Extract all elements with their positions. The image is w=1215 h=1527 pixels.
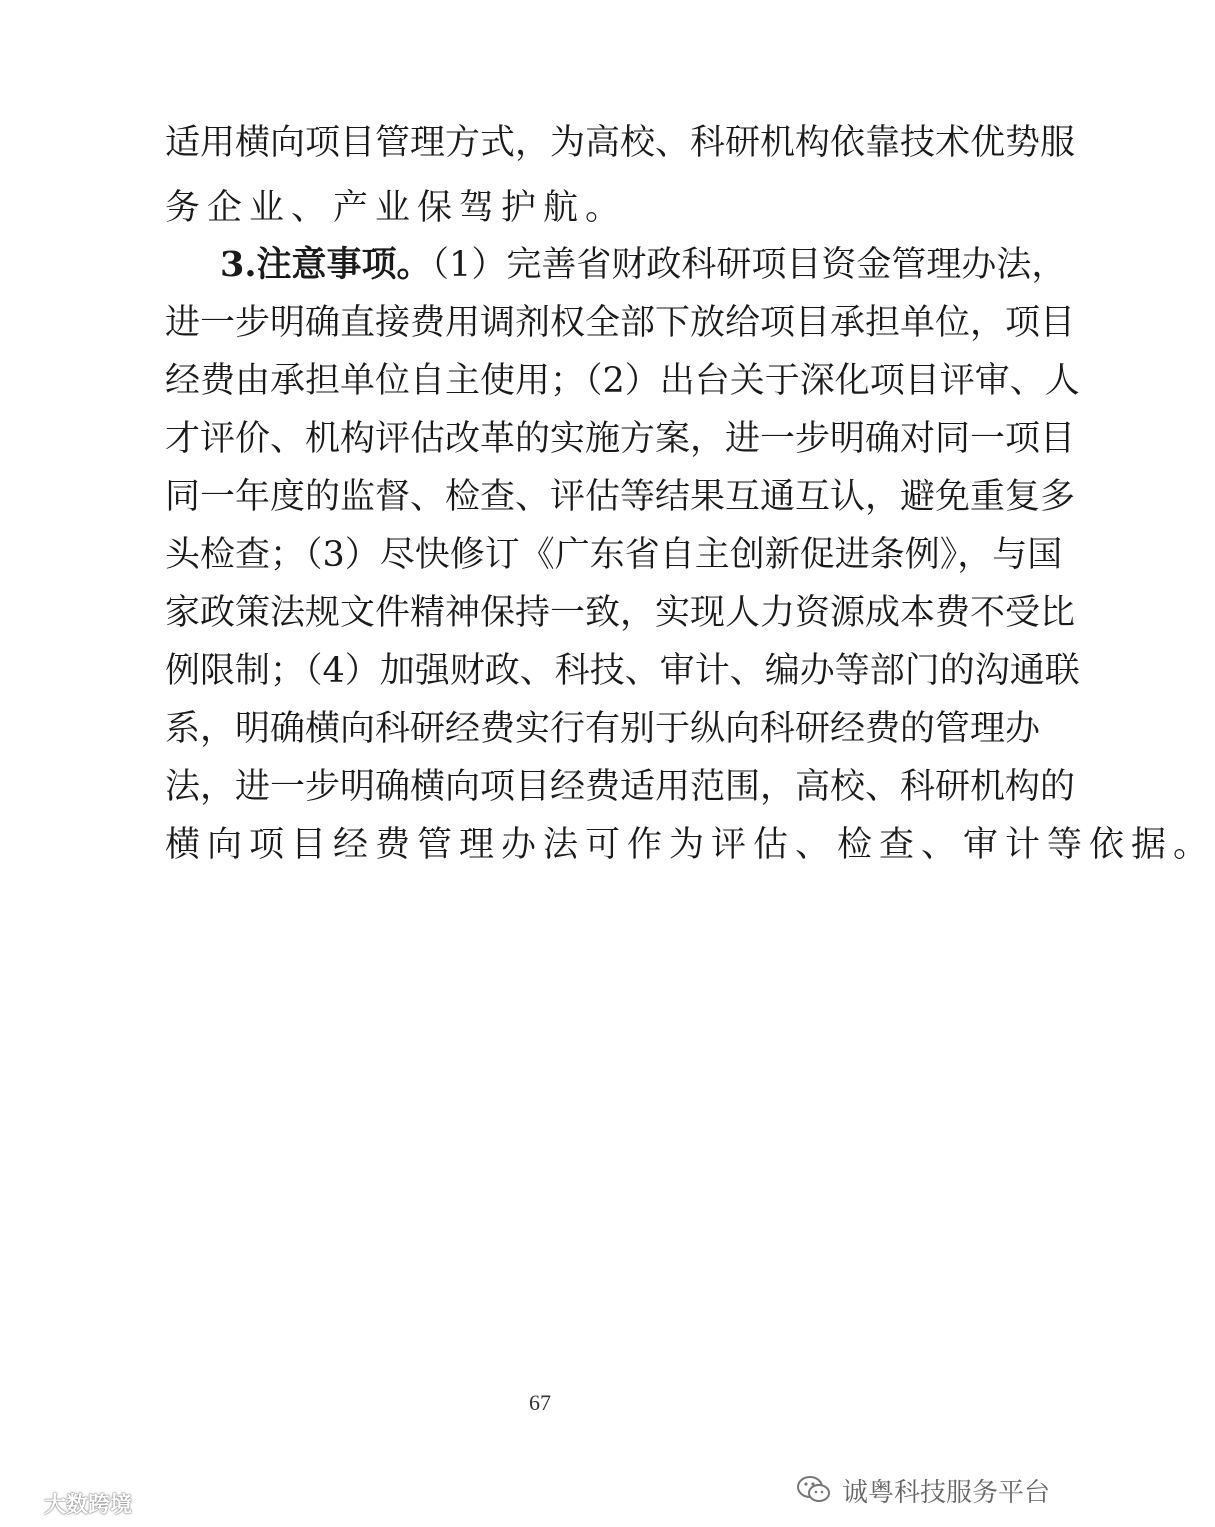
wechat-watermark: [796, 1470, 1050, 1510]
paragraph-line: 例限制；（4）加强财政、科技、审计、编办等部门的沟通联: [165, 651, 1080, 691]
paragraph-line: 同一年度的监督、检查、评估等结果互通互认，避免重复多: [165, 477, 1076, 517]
wechat-icon: [796, 1475, 832, 1505]
paragraph-line: 头检查；（3）尽快修订《广东省自主创新促进条例》，与国: [165, 535, 1063, 575]
paragraph-line: 经费由承担单位自主使用；（2）出台关于深化项目评审、人: [165, 361, 1080, 401]
section-heading: 3.注意事项。: [220, 244, 432, 285]
paragraph-line: 适用横向项目管理方式，为高校、科研机构依靠技术优势服: [165, 123, 1076, 163]
weibo-icon: [4, 1490, 38, 1516]
wechat-account-name: 诚粤科技服务平台: [841, 1477, 1050, 1508]
paragraph-line: 家政策法规文件精神保持一致，实现人力资源成本费不受比: [165, 593, 1076, 633]
page-number: 67: [529, 1390, 551, 1415]
paragraph-line: 横向项目经费管理办法可作为评估、检查、审计等依据。: [165, 825, 1215, 865]
section-heading-line: [220, 244, 1067, 285]
weibo-account-name: 大数跨境: [44, 1492, 133, 1518]
weibo-watermark: [4, 1485, 132, 1521]
paragraph-line: 系，明确横向科研经费实行有别于纵向科研经费的管理办: [165, 709, 1041, 749]
paragraph-line: 法，进一步明确横向项目经费适用范围，高校、科研机构的: [165, 767, 1076, 807]
paragraph-line: 进一步明确直接费用调剂权全部下放给项目承担单位，项目: [165, 303, 1076, 343]
paragraph-line: 务企业、产业保驾护航。: [165, 188, 628, 228]
section-heading-rest: （1）完善省财政科研项目资金管理办法，: [431, 245, 1067, 285]
paragraph-line: 才评价、机构评估改革的实施方案，进一步明确对同一项目: [165, 419, 1076, 459]
